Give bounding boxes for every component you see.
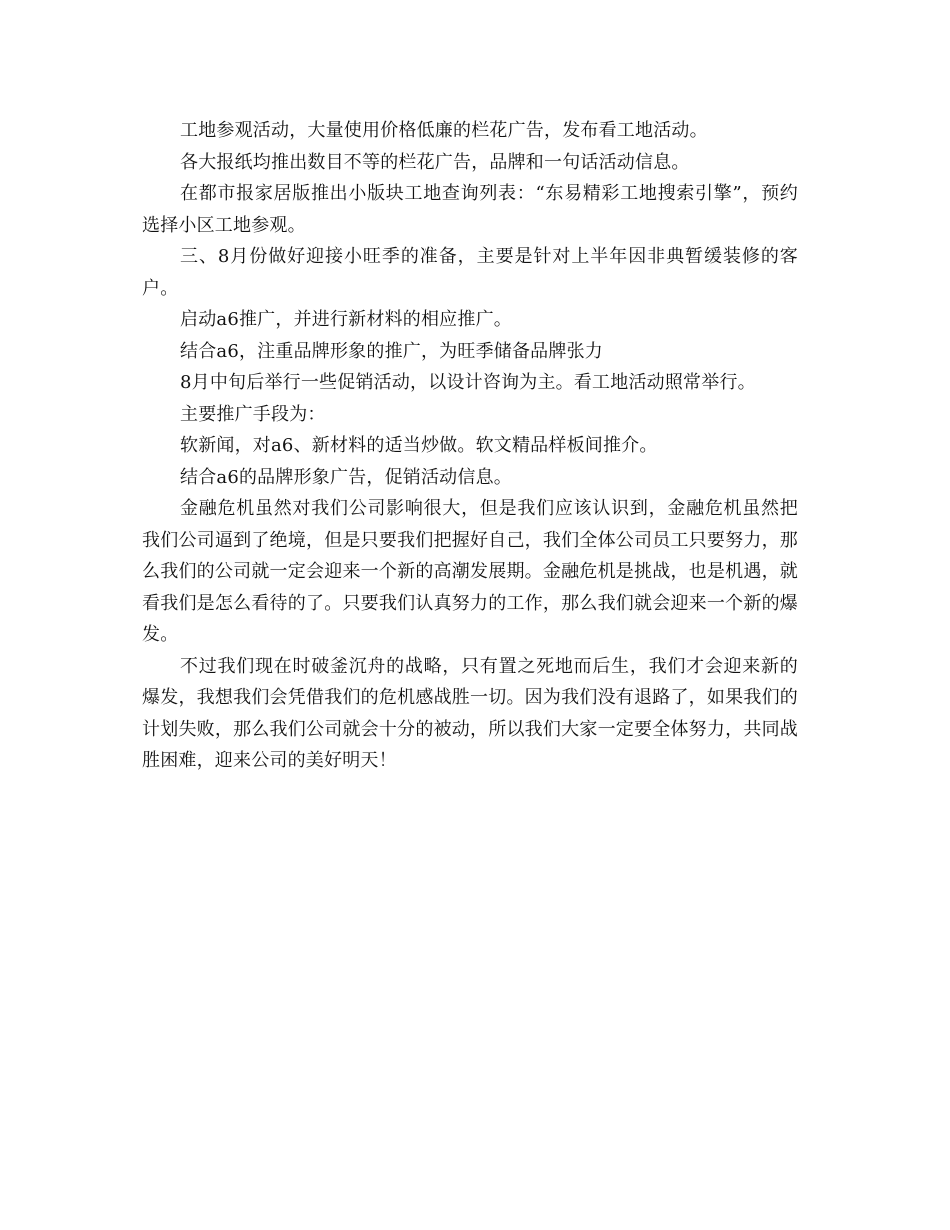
paragraph-5: 启动a6推广，并进行新材料的相应推广。 bbox=[180, 309, 512, 330]
paragraph-6: 结合a6，注重品牌形象的推广，为旺季储备品牌张力 bbox=[180, 340, 603, 362]
paragraph-8: 主要推广手段为： bbox=[180, 403, 326, 425]
paragraph-9: 软新闻，对a6、新材料的适当炒做。软文精品样板间推介。 bbox=[180, 435, 658, 456]
paragraph-10: 结合a6的品牌形象广告，促销活动信息。 bbox=[180, 466, 512, 488]
paragraph-7: 8月中旬后举行一些促销活动，以设计咨询为主。看工地活动照常举行。 bbox=[180, 372, 756, 393]
paragraph-11: 金融危机虽然对我们公司影响很大，但是我们应该认识到，金融危机虽然把我们公司逼到了绝境，但是只要我们把握好自己，我们全体公司员工只要努力，那么我们的公司就一定会迎来一个新的高潮发展期。金融危机是挑战，也是机遇，就看我们是怎么看待的了。只要我们认真努力的工作，那么我们就会迎来一个新的爆发。 bbox=[142, 498, 798, 645]
document-body bbox=[142, 115, 798, 777]
paragraph-12: 不过我们现在时破釜沉舟的战略，只有置之死地而后生，我们才会迎来新的爆发，我想我们会凭借我们的危机感战胜一切。因为我们没有退路了，如果我们的计划失败，那么我们公司就会十分的被动，所以我们大家一定要全体努力，共同战胜困难，迎来公司的美好明天！ bbox=[142, 655, 798, 771]
paragraph-3: 在都市报家居版推出小版块工地查询列表：“东易精彩工地搜索引擎”，预约选择小区工地参观。 bbox=[142, 183, 798, 236]
paragraph-1: 工地参观活动，大量使用价格低廉的栏花广告，发布看工地活动。 bbox=[180, 120, 708, 141]
paragraph-4: 三、8月份做好迎接小旺季的准备，主要是针对上半年因非典暂缓装修的客户。 bbox=[142, 246, 798, 299]
paragraph-2: 各大报纸均推出数目不等的栏花广告，品牌和一句话活动信息。 bbox=[180, 151, 690, 173]
